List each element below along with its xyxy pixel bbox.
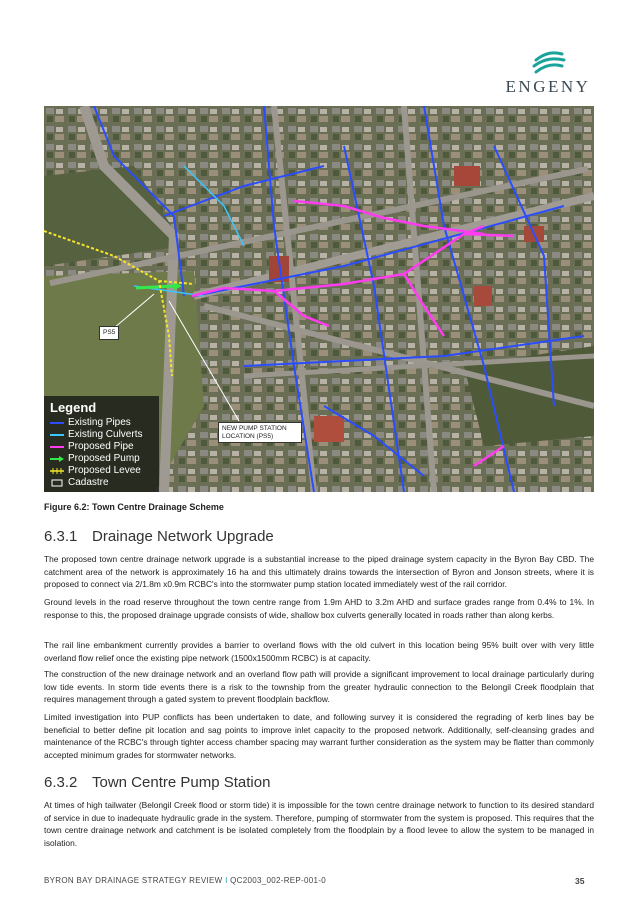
page-number: 35 <box>575 876 585 886</box>
engeny-logo <box>498 50 598 100</box>
section-title: Town Centre Pump Station <box>92 774 271 791</box>
legend-item-existing-pipes <box>50 417 153 429</box>
legend-label: Proposed Levee <box>68 465 141 476</box>
town-centre-drainage-map <box>44 106 594 492</box>
legend-label: Proposed Pipe <box>68 441 134 452</box>
legend-swatch-line <box>50 443 64 451</box>
paragraph: Limited investigation into PUP conflicts has been undertaken to date, and following survey it is considered the regrading of kerb lines bay be beneficial to better define pit location and sag points to improve inlet capacity to the proposed network. Additionally, self-cleansing grades and maintenance of the RCBC's through tighter access chamber spacing may warrant further consideration as the system may be flatter than commonly accepted minimum grades for stormwater networks. <box>44 712 594 760</box>
arrow-icon <box>50 455 64 463</box>
figure-caption <box>44 502 224 512</box>
legend-swatch-line <box>50 431 64 439</box>
legend-label: Proposed Pump <box>68 453 140 464</box>
footer-doc-info <box>44 876 326 885</box>
paragraph: The rail line embankment currently provides a barrier to overland flows with the old culvert in this location being 95% built over with very little overland flow relief once the existing pipe network (1500x1500mm RCBC) is at capacity. <box>44 640 594 663</box>
paragraph: At times of high tailwater (Belongil Creek flood or storm tide) it is impossible for the town centre drainage network to function to its desired standard of service in due to inadequate hydraulic grade in the system. Therefore, pumping of stormwater from the system is proposed. This requires that the town centre drainage network and catchment is be isolated completely from the floodplain by a flood levee to allow the system to be managed in isolation. <box>44 800 594 848</box>
legend-label: Existing Culverts <box>68 429 143 440</box>
section-heading-6-3-1 <box>44 528 274 545</box>
caption-label: Figure 6.2: <box>44 502 90 512</box>
legend-title: Legend <box>50 400 97 415</box>
section-number: 6.3.1 <box>44 528 78 545</box>
section-heading-6-3-2 <box>44 774 270 791</box>
section-title: Drainage Network Upgrade <box>92 528 274 545</box>
legend-item-proposed-pipe <box>50 441 153 453</box>
legend-swatch-box <box>50 479 64 487</box>
caption-title: Town Centre Drainage Scheme <box>92 502 224 512</box>
legend-item-proposed-levee <box>50 465 153 477</box>
section-number: 6.3.2 <box>44 774 78 791</box>
legend-label: Existing Pipes <box>68 417 131 428</box>
legend-label: Cadastre <box>68 477 109 488</box>
engeny-wordmark: ENGENY <box>505 77 591 96</box>
legend-swatch-levee <box>50 467 64 475</box>
footer-doc-title: BYRON BAY DRAINAGE STRATEGY REVIEW <box>44 876 223 885</box>
paragraph: The proposed town centre drainage network upgrade is a substantial increase to the piped drainage system capacity in the Byron Bay CBD. The catchment area of the network is approximately 16 ha and this ultimately drains towards the intersection of Byron and Jonson streets, where it is proposed to connect via 2/1.8m x0.9m RCBC's into the stormwater pump station located immediately west of the rail corridor. <box>44 554 594 590</box>
paragraph: The construction of the new drainage network and an overland flow path will provide a significant improvement to local drainage particularly during low tide events. In storm tide events there is a risk to the township from the greater hydraulic connection to the Belongil Creek floodplain that requires management through a gated system to prevent floodplain backflow. <box>44 669 594 705</box>
footer-doc-ref: QC2003_002-REP-001-0 <box>230 876 326 885</box>
legend-swatch-line <box>50 419 64 427</box>
legend-item-cadastre <box>50 477 153 489</box>
legend-item-existing-culverts <box>50 429 153 441</box>
engeny-wave-icon <box>498 50 598 78</box>
paragraph: Ground levels in the road reserve throughout the town centre range from 1.9m AHD to 3.2m AHD and surface grades range from 0.4% to 1%. In response to this, the proposed drainage upgrade consists of wide, shallow box culverts generally located in roads rather than along kerbs. <box>44 597 594 620</box>
legend-item-proposed-pump <box>50 453 153 465</box>
map-legend <box>44 396 159 492</box>
new-pump-station-callout: NEW PUMP STATION LOCATION (PS5) <box>218 422 302 443</box>
ps5-callout: PS5 <box>99 326 119 340</box>
footer-separator: I <box>225 876 228 885</box>
